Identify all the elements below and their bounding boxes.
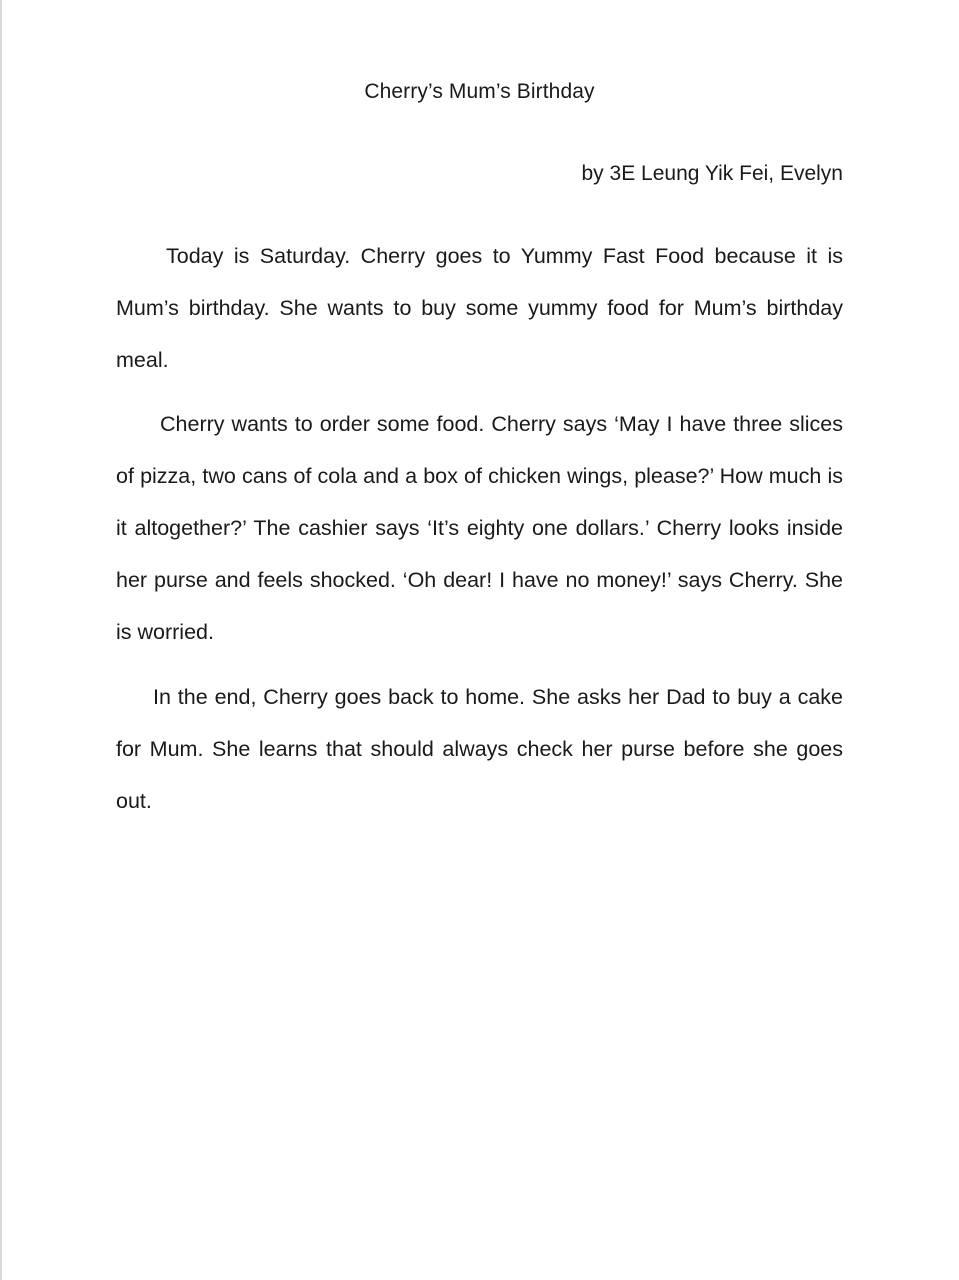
author-byline: by 3E Leung Yik Fei, Evelyn [581,162,843,185]
page-edge [0,0,2,1280]
document-title: Cherry’s Mum’s Birthday [364,80,595,103]
paragraph-3: In the end, Cherry goes back to home. She asks her Dad to buy a cake for Mum. She learns that should always check her purse before she goes out. [116,685,843,813]
paragraph-2: Cherry wants to order some food. Cherry says ‘May I have three slices of pizza, two cans of cola and a box of chicken wings, please?’ How much is it altogether?’ The cashier says ‘It’s eighty one dollars.’ Cherry looks inside her purse and feels shocked. ‘Oh dear! I have no money!’ says Cherry. She is worried. [116,412,843,644]
paragraph-1: Today is Saturday. Cherry goes to Yummy Fast Food because it is Mum’s birthday. She wants to buy some yummy food for Mum’s birthday meal. [116,244,843,372]
